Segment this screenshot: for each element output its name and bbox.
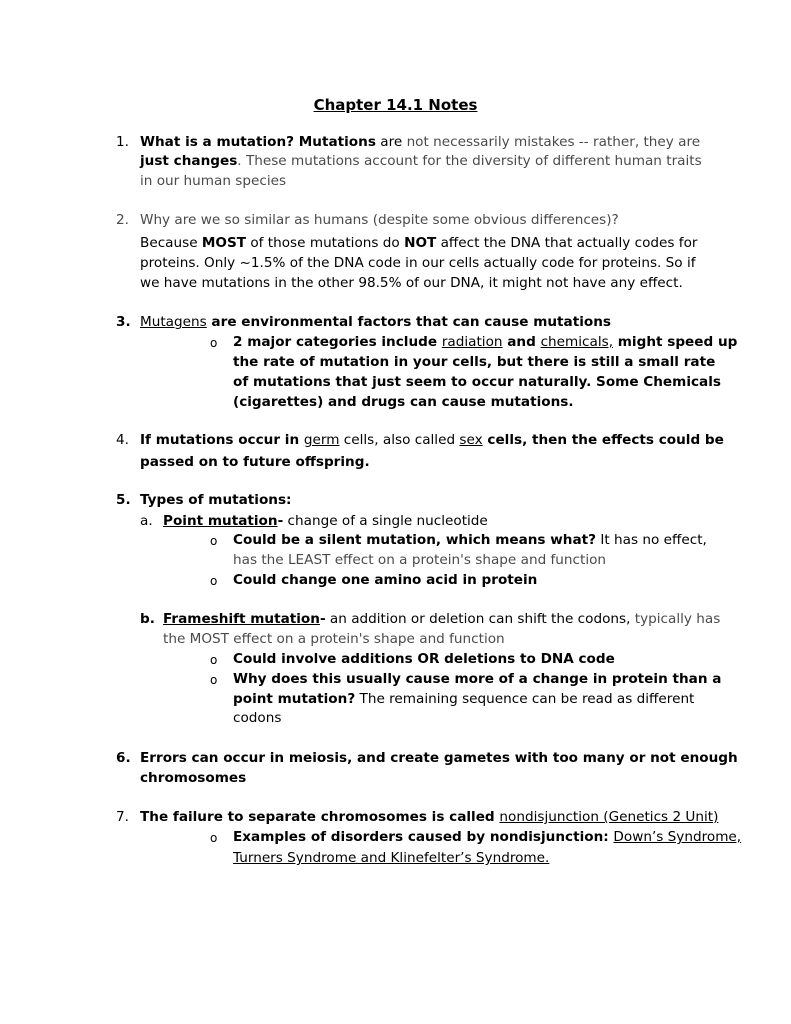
item-6-line-1: Errors can occur in meiosis, and create gametes with too many or not enough [140,750,738,766]
text-bold: The failure to separate chromosomes is called [140,809,500,825]
text: It has no effect, [596,532,707,548]
bullet-icon: o [210,673,218,687]
text-underlined: nondisjunction (Genetics 2 Unit) [499,809,719,825]
item-3-bullet-line-3: of mutations that just seem to occur naturally. Some Chemicals [233,374,721,390]
frameshift-mutation-line [163,609,720,629]
frameshift-bullet-2: Why does this usually cause more of a change in protein than a [233,671,722,687]
item-3-line-1 [140,312,611,332]
bullet-icon: o [210,574,218,588]
text-bold: point mutation? [233,691,356,707]
text-bold-underlined: Frameshift mutation [163,611,320,627]
item-2-line-4: we have mutations in the other 98.5% of our DNA, it might not have any effect. [140,275,683,291]
item-3-bullet-line-4: (cigarettes) and drugs can cause mutations. [233,394,574,410]
text-bold: cells, then the effects could be [482,432,724,448]
text: cells, also called [339,432,460,448]
text: affect the DNA that actually codes for [436,235,698,251]
item-3-bullet-line-1 [233,332,737,352]
text: change of a single nucleotide [283,513,488,529]
text: not necessarily mistakes -- rather, they are [406,134,701,150]
item-1-line-3: in our human species [140,173,287,189]
text-bold: - [319,611,326,627]
text-underlined: germ [303,432,340,448]
frameshift-bullet-2-cont [233,689,694,709]
text-underlined: Down’s Syndrome, [613,829,742,845]
text-bold: are environmental factors that can cause mutations [206,314,611,330]
page-title: Chapter 14.1 Notes [313,96,478,114]
point-mutation-line [163,511,488,531]
item-1-line-1 [140,132,700,152]
bullet-icon: o [210,534,218,548]
text-bold: MOST [201,235,247,251]
item-6-line-2: chromosomes [140,770,247,786]
point-mutation-bullet-1-cont: has the LEAST effect on a protein's shape and function [233,552,607,568]
item-number: 1. [116,134,129,150]
text: . These mutations account for the diversity of different human traits [237,153,702,169]
point-mutation-bullet-1 [233,530,707,550]
text-bold: just changes [140,153,238,169]
text-bold: Examples of disorders caused by nondisjunction: [233,829,614,845]
text-bold: Could be a silent mutation, which means what? [233,532,597,548]
text-underlined: chemicals, [540,334,614,350]
item-2-line-2 [140,233,697,253]
item-number: 7. [116,809,129,825]
item-2-line-3: proteins. Only ~1.5% of the DNA code in our cells actually code for proteins. So if [140,255,696,271]
item-5-heading: Types of mutations: [140,492,292,508]
text: typically has [634,611,721,627]
item-7-bullet-1-cont: Turners Syndrome and Klinefelter’s Syndrome. [233,850,550,866]
item-7-line-1 [140,807,718,827]
bullet-icon: o [210,653,218,667]
text-underlined: sex [459,432,483,448]
point-mutation-bullet-2: Could change one amino acid in protein [233,572,538,588]
item-4-line-1 [140,430,724,450]
text: are [375,134,407,150]
frameshift-mutation-line-2: the MOST effect on a protein's shape and function [163,631,505,647]
text-underlined: radiation [441,334,503,350]
text: of those mutations do [246,235,405,251]
text-bold: 2 major categories include [233,334,442,350]
bullet-icon: o [210,336,218,350]
item-number: 3. [116,314,131,330]
item-number: 4. [116,432,129,448]
text-bold: might speed up [613,334,738,350]
item-number: 6. [116,750,131,766]
frameshift-bullet-1: Could involve additions OR deletions to DNA code [233,651,615,667]
text-bold: What is a mutation? Mutations [140,134,376,150]
sub-item-label: a. [140,513,153,529]
text-underlined: Mutagens [140,314,207,330]
text-bold: NOT [404,235,437,251]
frameshift-bullet-2-cont: codons [233,710,282,726]
text: The remaining sequence can be read as different [355,691,695,707]
text-bold: If mutations occur in [140,432,304,448]
text-bold-underlined: Point mutation [163,513,278,529]
text-bold: - [277,513,284,529]
item-7-bullet-1 [233,827,741,847]
item-number: 5. [116,492,131,508]
text: an addition or deletion can shift the codons, [325,611,635,627]
item-3-bullet-line-2: the rate of mutation in your cells, but there is still a small rate [233,354,716,370]
item-number: 2. [116,212,129,228]
item-2-line-1: Why are we so similar as humans (despite some obvious differences)? [140,212,619,228]
bullet-icon: o [210,831,218,845]
text: Because [140,235,202,251]
text-bold: and [502,334,541,350]
item-1-line-2 [140,151,702,171]
item-4-line-2: passed on to future offspring. [140,454,370,470]
sub-item-label: b. [140,611,155,627]
